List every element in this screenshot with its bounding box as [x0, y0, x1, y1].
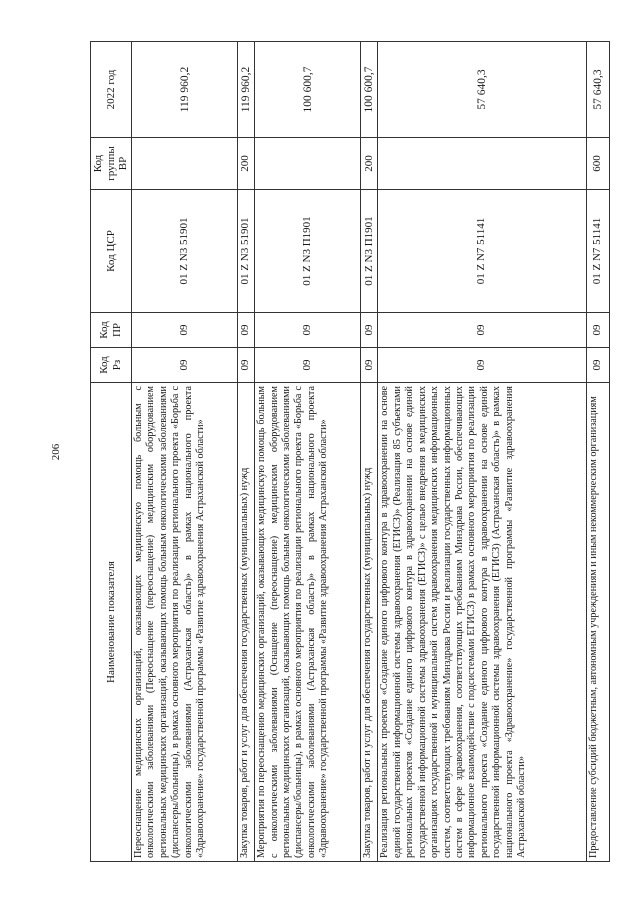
row-year: 57 640,3 [586, 42, 609, 138]
row-year: 119 960,2 [131, 42, 237, 138]
row-vr: 200 [238, 138, 255, 190]
row-year: 100 600,7 [255, 42, 361, 138]
row-pr: 09 [238, 313, 255, 348]
header-rz: Код Рз [91, 348, 132, 383]
header-year: 2022 год [91, 42, 132, 138]
row-rz: 09 [131, 348, 237, 383]
table-row [131, 42, 237, 862]
table-row [378, 42, 586, 862]
row-vr: 600 [586, 138, 609, 190]
row-rz: 09 [238, 348, 255, 383]
row-rz: 09 [361, 348, 378, 383]
page-number: 206 [50, 443, 62, 461]
row-name: Мероприятия по переоснащению медицинских организаций, оказывающих медицинскую помощь больным с онкологическими заболеваниями (Оснащение (переоснащение) медицинским оборудованием региональных медицинских организаций, оказывающих помощь больным онкологическими заболеваниями (диспансеры/больницы), в рамках основного мероприятия по реализации регионального проекта «Борьба с онкологическими заболеваниями (Астраханская область)» в рамках национального проекта «Здравоохранение» государственной программы «Развитие здравоохранения Астраханской области» [255, 383, 361, 862]
row-vr: 200 [361, 138, 378, 190]
row-csr: 01 Z N3 51901 [131, 190, 237, 313]
header-csr: Код ЦСР [91, 190, 132, 313]
row-csr: 01 Z N7 51141 [586, 190, 609, 313]
header-pr: Код ПР [91, 313, 132, 348]
row-name: Закупка товаров, работ и услуг для обеспечения государственных (муниципальных) нужд [361, 383, 378, 862]
row-pr: 09 [255, 313, 361, 348]
row-vr [131, 138, 237, 190]
row-vr [255, 138, 361, 190]
row-year: 57 640,3 [378, 42, 586, 138]
row-year: 119 960,2 [238, 42, 255, 138]
row-name: Реализация региональных проектов «Создание единого цифрового контура в здравоохранении на основе единой государственной информационной системы здравоохранения (ЕГИСЗ)» (Реализация 85 субъектами региональных проектов «Создание единого цифрового контура в здравоохранении на основе единой государственной информационной системы здравоохранения (ЕГИСЗ)» с целью внедрения в медицинских организациях государственной и муниципальной систем здравоохранения медицинских информационных систем, соответствующих требованиям Минздрава России и реализации государственных информационных систем в сфере здравоохранения, соответствующих требованиям Минздрава России, обеспечивающих информационное взаимодействие с подсистемами ЕГИСЗ) в рамках основного мероприятия по реализации регионального проекта «Создание единого цифрового контура в здравоохранении на основе единой государственной информационной системы здравоохранения (ЕГИСЗ) (Астраханская область)» в рамках национального проекта «Здравоохранение» государственной программы «Развитие здравоохранения Астраханской области» [378, 383, 586, 862]
row-pr: 09 [361, 313, 378, 348]
row-rz: 09 [255, 348, 361, 383]
table-row [586, 42, 609, 862]
row-year: 100 600,7 [361, 42, 378, 138]
table-header-row [91, 42, 132, 862]
rotated-page-content [90, 42, 610, 862]
table-row [361, 42, 378, 862]
row-name: Переоснащение медицинских организаций, оказывающих медицинскую помощь больным с онкологическими заболеваниями (Переоснащение (переоснащение) медицинским оборудованием региональных медицинских организаций, оказывающих помощь больным онкологическими заболеваниями (диспансеры/больницы), в рамках основного мероприятия по реализации регионального проекта «Борьба с онкологическими заболеваниями (Астраханская область)» в рамках национального проекта «Здравоохранение» государственной программы «Развитие здравоохранения Астраханской области» [131, 383, 237, 862]
table-row [255, 42, 361, 862]
row-pr: 09 [586, 313, 609, 348]
row-name: Закупка товаров, работ и услуг для обеспечения государственных (муниципальных) нужд [238, 383, 255, 862]
table-row [238, 42, 255, 862]
row-rz: 09 [586, 348, 609, 383]
row-csr: 01 Z N3 П1901 [255, 190, 361, 313]
budget-table [90, 41, 610, 862]
row-name: Предоставление субсидий бюджетным, автономным учреждениям и иным некоммерческим организациям [586, 383, 609, 862]
header-vr: Код группы ВР [91, 138, 132, 190]
row-vr [378, 138, 586, 190]
row-rz: 09 [378, 348, 586, 383]
row-pr: 09 [131, 313, 237, 348]
row-csr: 01 Z N3 П1901 [361, 190, 378, 313]
row-csr: 01 Z N7 51141 [378, 190, 586, 313]
row-csr: 01 Z N3 51901 [238, 190, 255, 313]
header-name: Наименование показателя [91, 383, 132, 862]
row-pr: 09 [378, 313, 586, 348]
